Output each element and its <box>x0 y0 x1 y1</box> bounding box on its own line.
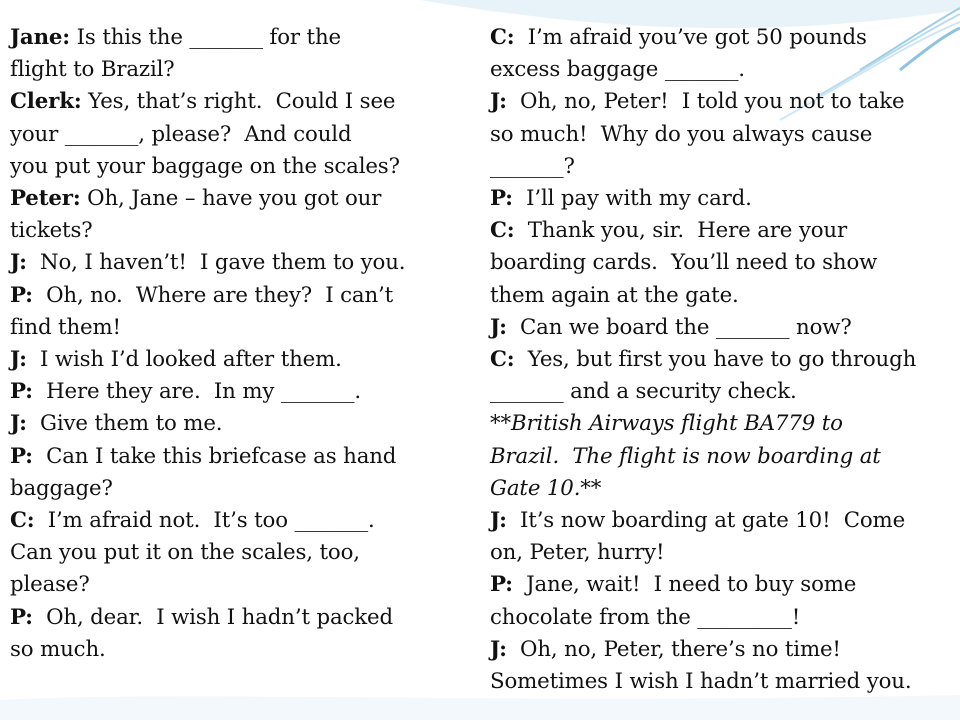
dialogue-line <box>490 312 955 344</box>
dialogue-text: boarding cards. You’ll need to show <box>490 250 878 276</box>
speaker-label: P: <box>10 604 33 630</box>
dialogue-line <box>490 537 955 569</box>
speaker-label: P: <box>490 572 513 598</box>
dialogue-line <box>10 280 472 312</box>
dialogue-line <box>490 602 955 634</box>
dialogue-text: Can I take this briefcase as hand <box>32 443 397 469</box>
dialogue-line <box>10 473 472 505</box>
dialogue-line <box>490 215 955 247</box>
speaker-label: J: <box>490 89 507 115</box>
dialogue-text: them again at the gate. <box>490 282 739 308</box>
speaker-label: C: <box>490 347 515 373</box>
dialogue-line <box>10 183 472 215</box>
dialogue-line <box>10 151 472 183</box>
speaker-label: P: <box>490 186 513 212</box>
dialogue-line <box>10 537 472 569</box>
speaker-label: Jane: <box>10 25 71 50</box>
speaker-label: C: <box>10 508 35 534</box>
dialogue-text: so much! Why do you always cause <box>490 121 873 147</box>
dialogue-text: baggage? <box>10 475 113 501</box>
dialogue-line <box>490 280 955 312</box>
dialogue-text: Oh, no. Where are they? I can’t <box>32 282 394 308</box>
dialogue-line <box>10 119 472 151</box>
dialogue-line <box>490 376 955 408</box>
dialogue-right-column <box>490 22 955 698</box>
dialogue-text: you put your baggage on the scales? <box>10 153 400 179</box>
dialogue-line <box>490 473 955 505</box>
speaker-label: J: <box>490 508 507 534</box>
dialogue-text: tickets? <box>10 218 93 244</box>
dialogue-text: Is this the _______ for the <box>70 25 341 50</box>
dialogue-text: Can you put it on the scales, too, <box>10 540 360 566</box>
dialogue-text: find them! <box>10 314 121 340</box>
dialogue-line <box>490 569 955 601</box>
dialogue-text: on, Peter, hurry! <box>490 540 665 566</box>
dialogue-text: **British Airways flight BA779 to <box>490 411 843 437</box>
dialogue-line <box>490 54 955 86</box>
dialogue-line <box>490 22 955 54</box>
dialogue-line <box>490 119 955 151</box>
dialogue-line <box>10 247 472 279</box>
dialogue-text: Give them to me. <box>26 411 223 437</box>
dialogue-line <box>10 312 472 344</box>
dialogue-line <box>10 441 472 473</box>
dialogue-line <box>10 22 472 54</box>
speaker-label: J: <box>10 347 27 373</box>
dialogue-text: _______ and a security check. <box>490 379 797 405</box>
dialogue-line <box>10 634 472 666</box>
speaker-label: C: <box>490 218 515 244</box>
speaker-label: J: <box>490 636 507 662</box>
dialogue-line <box>10 376 472 408</box>
dialogue-text: Brazil. The flight is now boarding at <box>490 443 881 469</box>
dialogue-line <box>490 183 955 215</box>
dialogue-text: please? <box>10 572 90 598</box>
speaker-label: J: <box>10 250 27 276</box>
dialogue-text: Oh, Jane – have you got our <box>80 186 382 212</box>
dialogue-line <box>490 86 955 118</box>
speaker-label: Peter: <box>10 186 81 212</box>
dialogue-text: Yes, that’s right. Could I see <box>81 89 396 115</box>
dialogue-line <box>490 151 955 183</box>
dialogue-line <box>490 505 955 537</box>
dialogue-left-column <box>10 22 472 666</box>
dialogue-line <box>490 408 955 440</box>
dialogue-text: so much. <box>10 636 106 662</box>
speaker-label: J: <box>10 411 27 437</box>
dialogue-text: Oh, no, Peter! I told you not to take <box>506 89 905 115</box>
dialogue-line <box>10 408 472 440</box>
dialogue-line <box>490 344 955 376</box>
dialogue-line <box>10 505 472 537</box>
dialogue-line <box>10 602 472 634</box>
dialogue-line <box>10 569 472 601</box>
dialogue-text: your _______, please? And could <box>10 121 352 147</box>
dialogue-text: I’m afraid not. It’s too _______. <box>34 508 375 534</box>
dialogue-text: Oh, no, Peter, there’s no time! <box>506 636 841 662</box>
dialogue-text: Oh, dear. I wish I hadn’t packed <box>32 604 393 630</box>
dialogue-text: flight to Brazil? <box>10 57 175 83</box>
dialogue-text: No, I haven’t! I gave them to you. <box>26 250 406 276</box>
speaker-label: Clerk: <box>10 89 82 115</box>
speaker-label: P: <box>10 443 33 469</box>
dialogue-line <box>490 247 955 279</box>
dialogue-text: I wish I’d looked after them. <box>26 347 342 373</box>
dialogue-text: I’m afraid you’ve got 50 pounds <box>514 25 867 50</box>
speaker-label: P: <box>10 282 33 308</box>
dialogue-line <box>490 666 955 698</box>
dialogue-text: Yes, but first you have to go through <box>514 347 917 373</box>
dialogue-line <box>10 344 472 376</box>
dialogue-text: Gate 10.** <box>490 475 602 501</box>
dialogue-text: excess baggage _______. <box>490 57 745 83</box>
dialogue-text: I’ll pay with my card. <box>512 186 752 212</box>
dialogue-line <box>10 86 472 118</box>
dialogue-text: Sometimes I wish I hadn’t married you. <box>490 669 912 695</box>
dialogue-line <box>490 634 955 666</box>
dialogue-text: chocolate from the _________! <box>490 604 801 630</box>
dialogue-text: _______? <box>490 153 575 179</box>
dialogue-line <box>490 441 955 473</box>
dialogue-text: Thank you, sir. Here are your <box>514 218 847 244</box>
dialogue-text: Jane, wait! I need to buy some <box>512 572 857 598</box>
dialogue-text: It’s now boarding at gate 10! Come <box>506 508 906 534</box>
speaker-label: P: <box>10 379 33 405</box>
speaker-label: J: <box>490 314 507 340</box>
dialogue-line <box>10 215 472 247</box>
dialogue-text: Here they are. In my _______. <box>32 379 361 405</box>
dialogue-line <box>10 54 472 86</box>
dialogue-text: Can we board the _______ now? <box>506 314 852 340</box>
speaker-label: C: <box>490 25 515 50</box>
